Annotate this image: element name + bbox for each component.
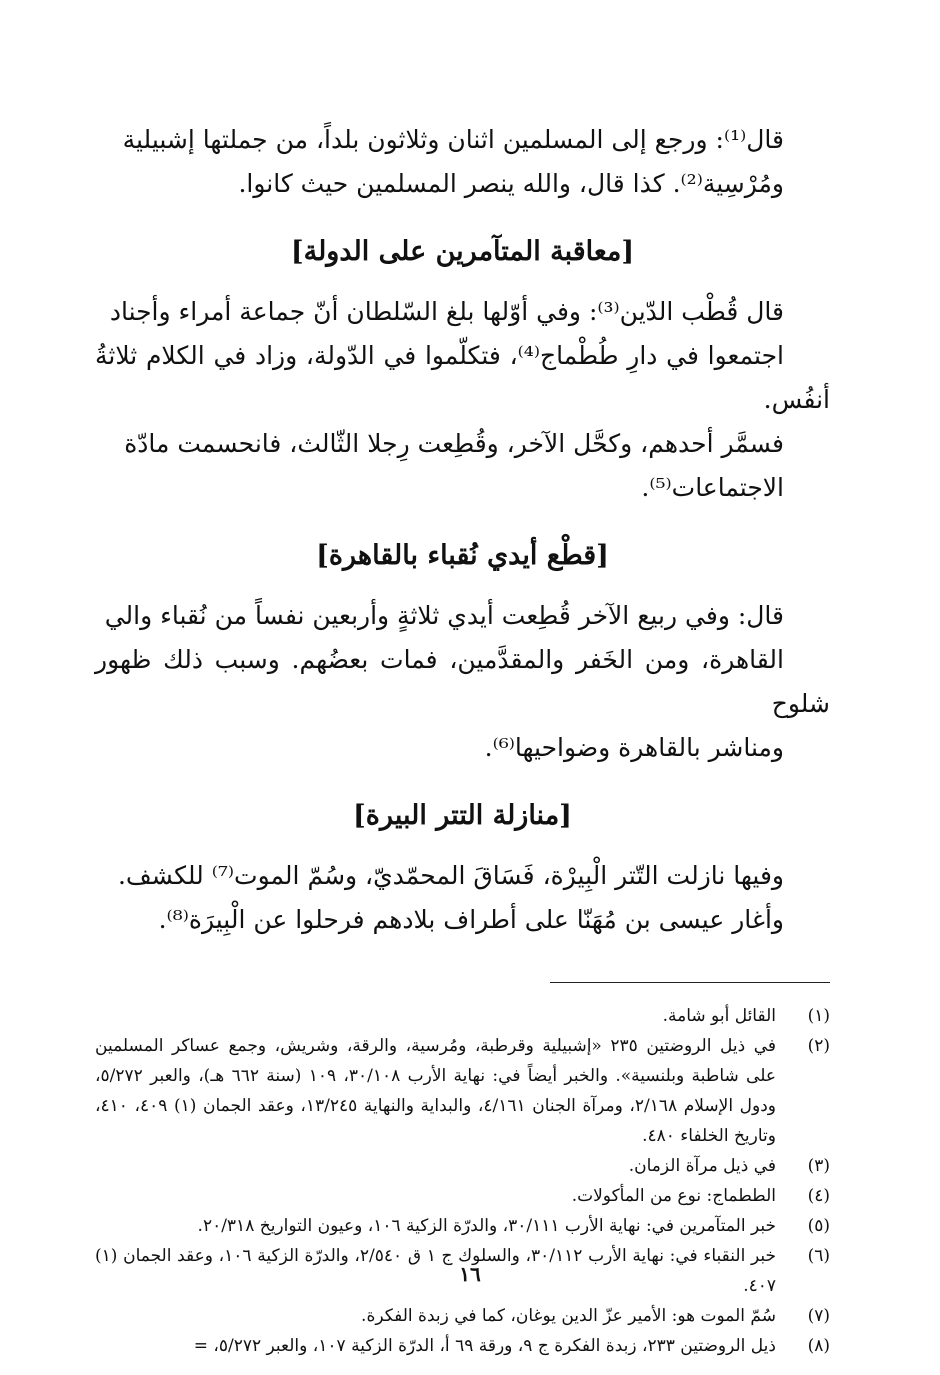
page-number: ١٦ — [459, 1262, 481, 1286]
section-heading: [منازلة التتر البيرة] — [353, 800, 572, 831]
footnotes — [95, 1001, 830, 1361]
footnote-text: في ذيل مرآة الزمان. — [628, 1156, 776, 1176]
text-line: قال⁽¹⁾: ورجع إلى المسلمين اثنان وثلاثون بلداً، من جملتها إشبيلية — [122, 125, 784, 154]
footnote-number: (٢) — [807, 1036, 830, 1056]
footnote-text: في ذيل الروضتين ٢٣٥ «إشبيلية وقرطبة، ومُرسية، والرقة، وشريش، وجمع عساكر المسلمين على شاطبة وبلنسية». والخبر أيضاً في: نهاية الأرب ٣٠/١٠٨، ١٠٩ (سنة ٦٦٢ هـ)، والعبر ٥/٢٧٢، ودول الإسلام ٢/١٦٨، ومرآة الجنان ٤/١٦١، والبداية والنهاية ١٣/٢٤٥، وعقد الجمان (١) ٤٠٩، ٤١٠، وتاريخ الخلفاء ٤٨٠. — [95, 1036, 777, 1146]
footnote-number: (١) — [807, 1006, 830, 1026]
footnote-number: (٨) — [807, 1336, 830, 1356]
text-line: وأغار عيسى بن مُهَنّا على أطراف بلادهم فرحلوا عن الْبِيرَة⁽⁸⁾. — [158, 905, 784, 934]
text-line: قال قُطْب الدّين⁽³⁾: وفي أوّلها بلغ السّلطان أنّ جماعة أمراء وأجناد — [109, 297, 784, 326]
footnote-number: (٧) — [807, 1306, 830, 1326]
text-line: ومناشر بالقاهرة وضواحيها⁽⁶⁾. — [484, 733, 784, 762]
footnote-item — [95, 1211, 830, 1241]
text-line: القاهرة، ومن الخَفر والمقدَّمين، فمات بعضُهم. وسبب ذلك ظهور شلوح — [95, 645, 830, 718]
footnote-item — [95, 1001, 830, 1031]
footnote-item — [95, 1331, 830, 1361]
text-line: فسمَّر أحدهم، وكحَّل الآخر، وقُطِعت رِجلا الثّالث، فانحسمت مادّة — [124, 429, 784, 458]
footnote-item — [95, 1181, 830, 1211]
footnote-text: خبر النقباء في: نهاية الأرب ٣٠/١١٢، والسلوك ج ١ ق ٢/٥٤٠، والدرّة الزكية ١٠٦، وعقد الجمان (١) ٤٠٧. — [95, 1246, 776, 1296]
naqibs-paragraph — [95, 594, 830, 770]
text-line: ومُرْسِية⁽²⁾. كذا قال، والله ينصر المسلمين حيث كانوا. — [238, 169, 784, 198]
footnote-number: (٣) — [807, 1156, 830, 1176]
text-line: وفيها نازلت التّتر الْبِيرْة، فَسَاقَ المحمّديّ، وسُمّ الموت⁽⁷⁾ للكشف. — [117, 861, 784, 890]
section-heading: [قطْع أيدي نُقباء بالقاهرة] — [316, 540, 609, 571]
page-body — [95, 118, 830, 1361]
footnote-text: ذيل الروضتين ٢٣٣، زبدة الفكرة ج ٩، ورقة ٦٩ أ، الدرّة الزكية ١٠٧، والعبر ٥/٢٧٢، = — [193, 1336, 776, 1356]
footnote-item — [95, 1031, 830, 1151]
footnote-item — [95, 1301, 830, 1331]
bira-paragraph — [95, 854, 830, 942]
footnote-number: (٦) — [807, 1246, 830, 1266]
footnote-text: الططماج: نوع من المأكولات. — [571, 1186, 776, 1206]
text-line: قال: وفي ربيع الآخر قُطِعت أيدي ثلاثةٍ وأربعين نفساً من نُقباء والي — [104, 601, 784, 630]
footnote-number: (٥) — [807, 1216, 830, 1236]
intro-paragraph — [95, 118, 830, 206]
text-line: الاجتماعات⁽⁵⁾. — [641, 473, 784, 502]
footnote-divider — [550, 982, 830, 983]
footnote-text: القائل أبو شامة. — [662, 1006, 776, 1026]
text-line: اجتمعوا في دارِ طُطْماج⁽⁴⁾، فتكلّموا في الدّولة، وزاد في الكلام ثلاثةُ أنفُس. — [95, 341, 830, 414]
footnote-text: سُمّ الموت هو: الأمير عزّ الدين يوغان، كما في زبدة الفكرة. — [361, 1306, 776, 1326]
section-heading: [معاقبة المتآمرين على الدولة] — [290, 236, 635, 267]
footnote-number: (٤) — [807, 1186, 830, 1206]
footnote-item — [95, 1151, 830, 1181]
footnote-text: خبر المتآمرين في: نهاية الأرب ٣٠/١١١، والدرّة الزكية ١٠٦، وعيون التواريخ ٢٠/٣١٨. — [197, 1216, 776, 1236]
conspirators-paragraph — [95, 290, 830, 510]
